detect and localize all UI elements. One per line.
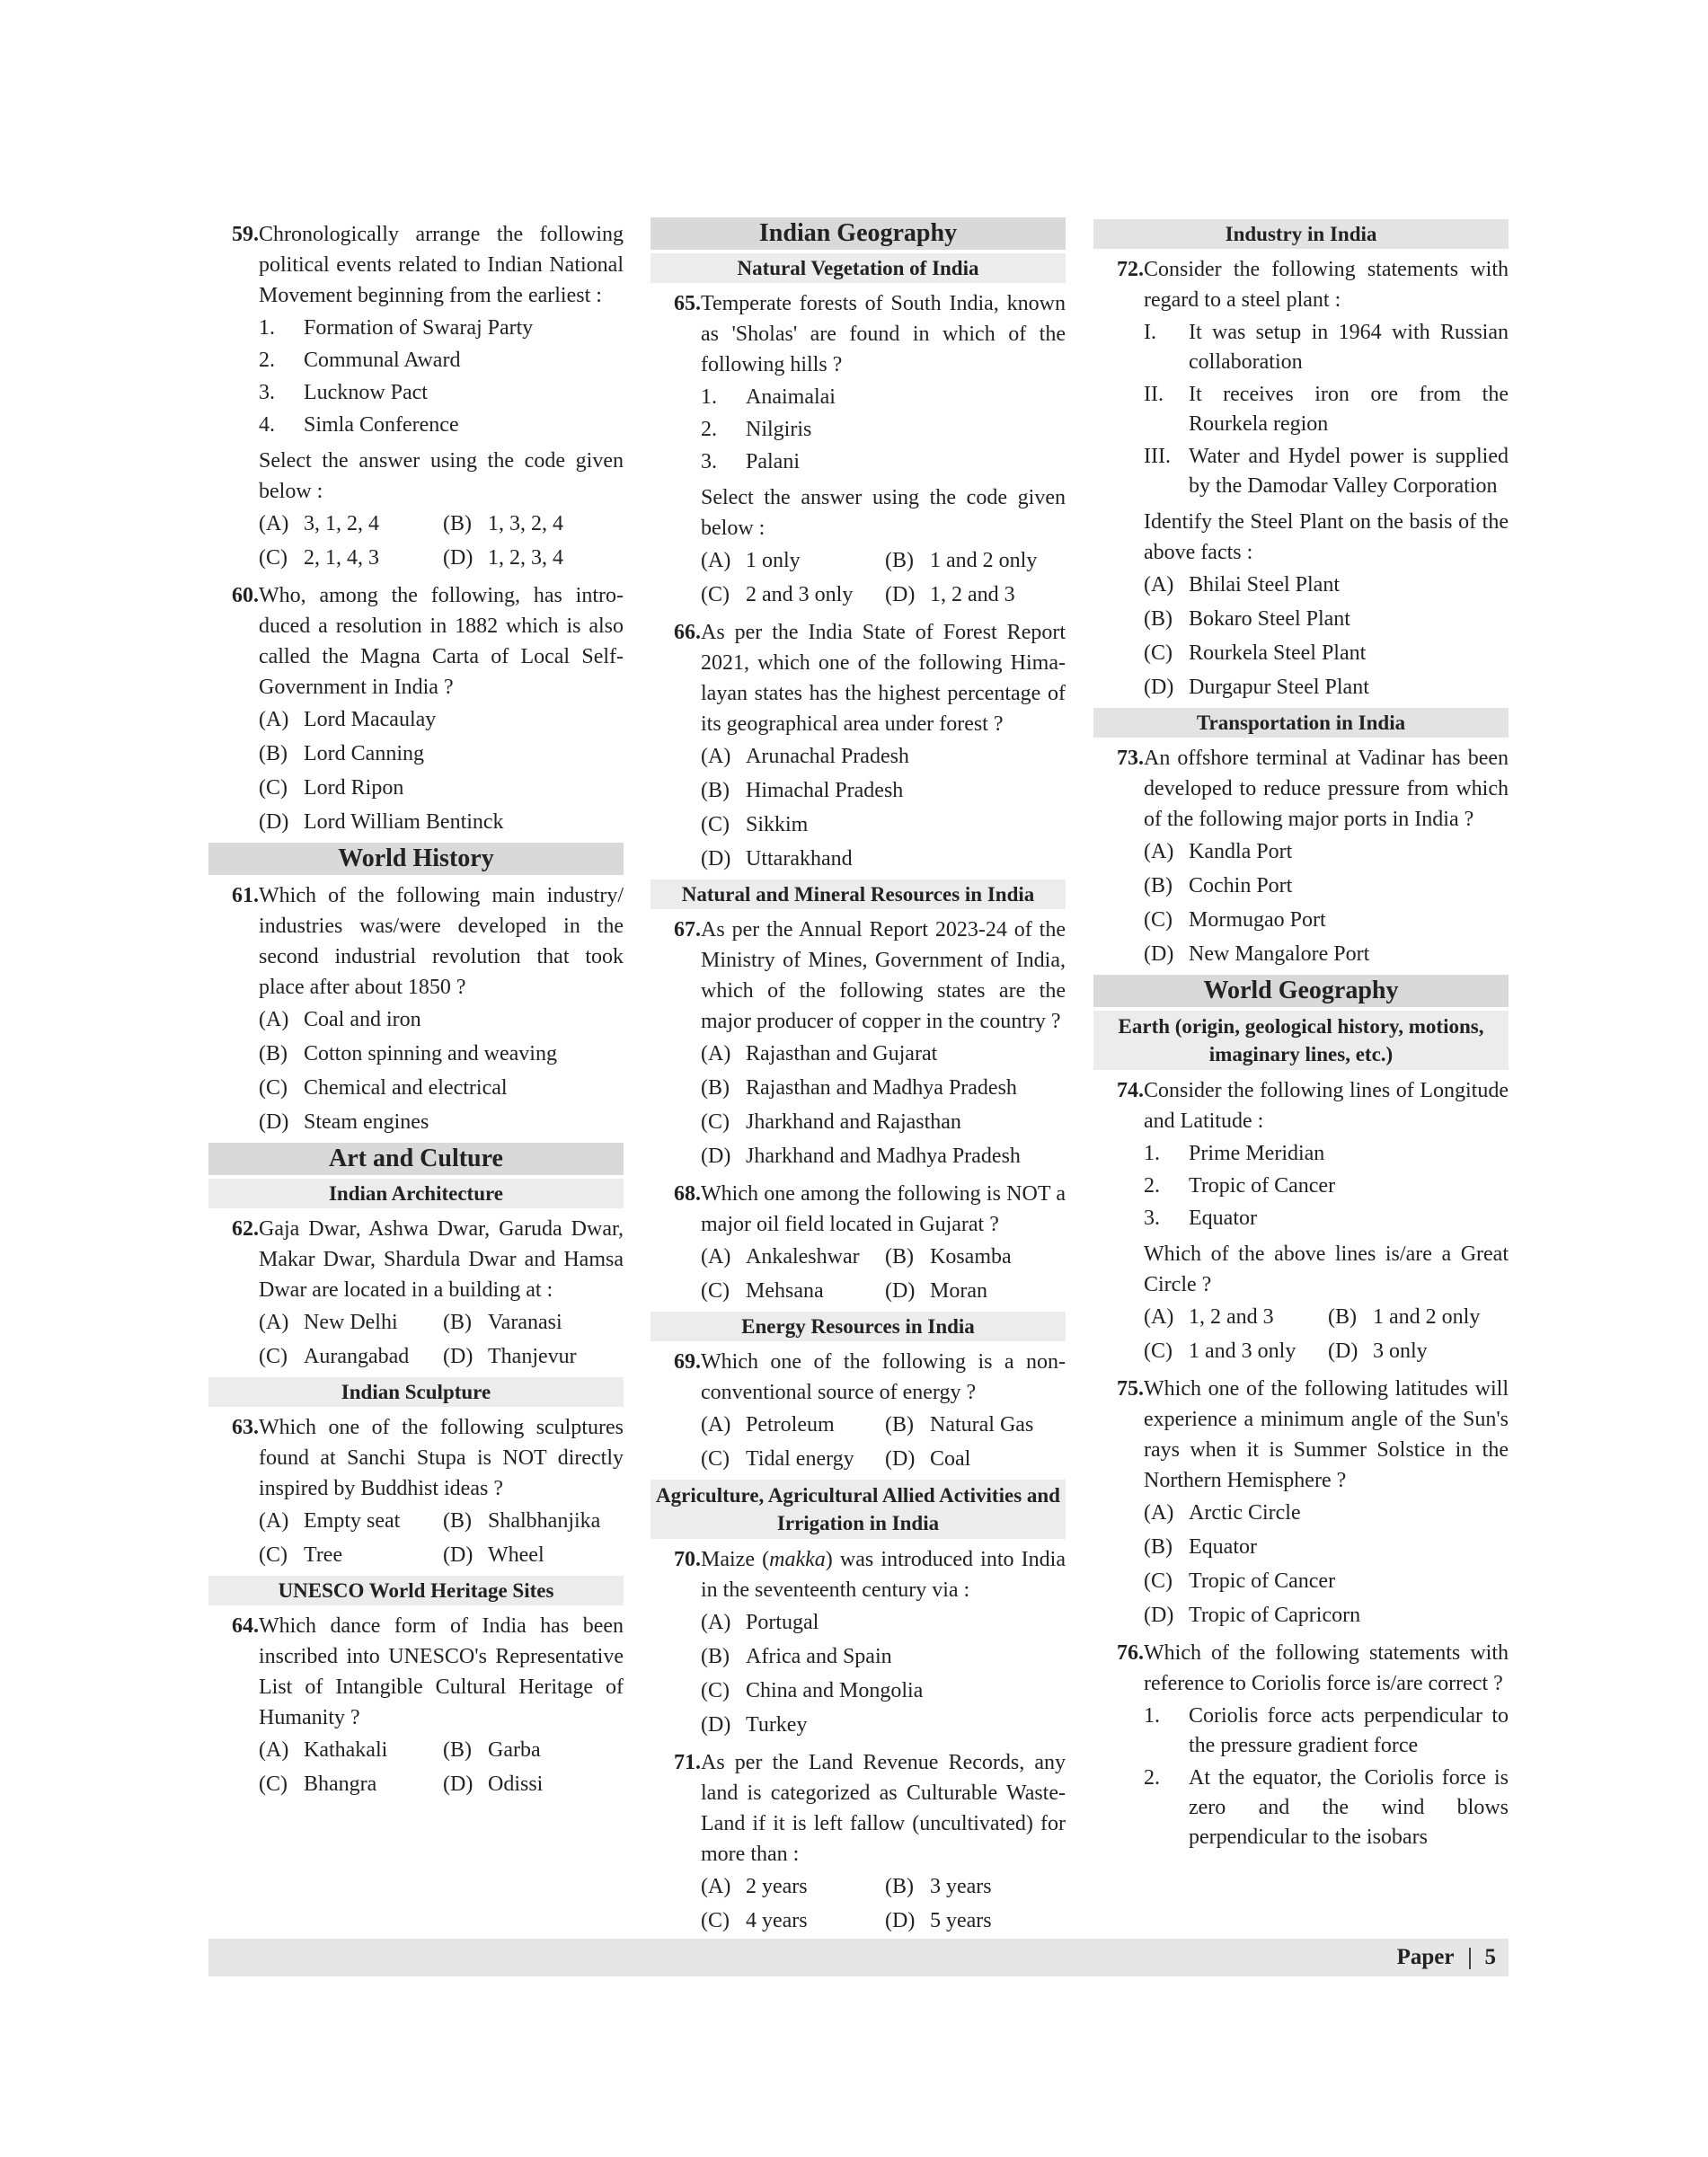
option-c: (C) 2, 1, 4, 3 <box>259 546 379 570</box>
option-b: (B) Bokaro Steel Plant <box>1144 607 1350 631</box>
option-c: (C) Tropic of Cancer <box>1144 1569 1336 1593</box>
option-d: (D) Thanjevur <box>443 1345 577 1368</box>
option-a: (A) 1, 2 and 3 <box>1144 1305 1274 1329</box>
question-number: 66. <box>674 621 701 644</box>
question-number: 72. <box>1117 258 1144 281</box>
option-a: (A) 3, 1, 2, 4 <box>259 512 379 535</box>
option-c: (C) Rourkela Steel Plant <box>1144 641 1367 665</box>
question-number: 68. <box>674 1182 701 1206</box>
column-left <box>208 214 624 1805</box>
question-70 <box>650 1544 1066 1742</box>
option-a: (A) Rajasthan and Gujarat <box>701 1042 938 1065</box>
option-b: (B) 1 and 2 only <box>1328 1305 1481 1329</box>
question-text: Consider the following statements with regard to a steel plant : <box>1144 258 1509 312</box>
question-instruction: Which of the above lines is/are a Great Circle ? <box>1144 1242 1509 1296</box>
question-text: Which one of the following is a non-conventional source of energy ? <box>701 1350 1066 1404</box>
list-item: 2. Communal Award <box>259 349 461 372</box>
question-62 <box>208 1214 624 1374</box>
option-d: (D) 5 years <box>885 1909 992 1932</box>
option-c: (C) Mehsana <box>701 1279 824 1303</box>
question-number: 65. <box>674 292 701 315</box>
option-d: (D) Jharkhand and Madhya Pradesh <box>701 1145 1021 1168</box>
option-a: (A) 1 only <box>701 549 801 572</box>
question-number: 63. <box>232 1416 259 1439</box>
option-d: (D) 1, 2 and 3 <box>885 583 1015 606</box>
option-a: (A) Petroleum <box>701 1413 835 1437</box>
question-number: 74. <box>1117 1079 1144 1102</box>
list-item: 4. Simla Conference <box>259 413 459 437</box>
option-b: (B) Kosamba <box>885 1245 1012 1269</box>
option-c: (C) China and Mongolia <box>701 1679 924 1702</box>
question-number: 62. <box>232 1217 259 1241</box>
option-d: (D) Steam engines <box>259 1110 429 1134</box>
question-number: 64. <box>232 1614 259 1638</box>
question-number: 60. <box>232 584 259 607</box>
option-d: (D) New Mangalore Port <box>1144 942 1370 966</box>
question-72 <box>1093 254 1509 704</box>
list-item: II. It receives iron ore from the Rourkela region <box>1144 383 1509 436</box>
question-instruction: Identify the Steel Plant on the basis of the above facts : <box>1144 510 1509 564</box>
subsection-header: Industry in India <box>1093 219 1509 249</box>
option-d: (D) Turkey <box>701 1713 808 1737</box>
option-c: (C) Jharkhand and Rajasthan <box>701 1110 961 1134</box>
question-65 <box>650 288 1066 612</box>
option-b: (B) 1, 3, 2, 4 <box>443 512 563 535</box>
question-number: 76. <box>1117 1641 1144 1665</box>
option-d: (D) Tropic of Capricorn <box>1144 1604 1361 1627</box>
option-c: (C) Aurangabad <box>259 1345 410 1368</box>
option-b: (B) Equator <box>1144 1535 1257 1559</box>
question-68 <box>650 1179 1066 1308</box>
question-66 <box>650 617 1066 876</box>
option-b: (B) Varanasi <box>443 1311 562 1334</box>
option-a: (A) Portugal <box>701 1611 819 1634</box>
option-d: (D) Wheel <box>443 1543 544 1567</box>
column-right <box>1093 214 1509 1856</box>
subsection-header: Agriculture, Agricultural Allied Activities and Irrigation in India <box>650 1480 1066 1539</box>
question-text: Temperate forests of South India, known as 'Sholas' are found in which of the following hills ? <box>701 292 1066 376</box>
option-a: (A) Kathakali <box>259 1738 388 1762</box>
option-c: (C) Bhangra <box>259 1772 377 1796</box>
option-a: (A) Arctic Circle <box>1144 1501 1301 1525</box>
option-c: (C) 1 and 3 only <box>1144 1339 1296 1363</box>
question-text: Which one of the following sculptures found at Sanchi Stupa is NOT directly inspired by Buddhist ideas ? <box>259 1416 624 1500</box>
list-item: 2. Tropic of Cancer <box>1144 1174 1336 1198</box>
option-b: (B) Africa and Spain <box>701 1645 892 1668</box>
question-67 <box>650 915 1066 1173</box>
section-header: Indian Geography <box>650 217 1066 250</box>
question-text: As per the Land Revenue Records, any land is categorized as Culturable Waste-Land if it is left fallow (uncultivated) for more than : <box>701 1751 1066 1866</box>
question-text: Which of the following main industry/ industries was/were developed in the second industrial revolution that took place after about 1850 ? <box>259 884 624 999</box>
option-c: (C) Tree <box>259 1543 343 1567</box>
subsection-header: Natural Vegetation of India <box>650 253 1066 283</box>
question-71 <box>650 1747 1066 1938</box>
subsection-header: Indian Architecture <box>208 1179 624 1208</box>
section-header: World Geography <box>1093 975 1509 1007</box>
option-d: (D) Lord William Bentinck <box>259 810 504 834</box>
subsection-header: UNESCO World Heritage Sites <box>208 1576 624 1605</box>
option-b: (B) Lord Canning <box>259 742 424 765</box>
option-a: (A) Lord Macaulay <box>259 708 437 731</box>
list-item: 1. Formation of Swaraj Party <box>259 316 534 340</box>
question-74 <box>1093 1075 1509 1368</box>
question-61 <box>208 880 624 1139</box>
question-text: Chronologically arrange the following political events related to Indian National Movement beginning from the earliest : <box>259 223 624 307</box>
option-b: (B) Shalbhanjika <box>443 1509 601 1533</box>
option-b: (B) Natural Gas <box>885 1413 1034 1437</box>
section-header: Art and Culture <box>208 1143 624 1175</box>
question-number: 73. <box>1117 747 1144 770</box>
list-item: 2. Nilgiris <box>701 418 812 441</box>
option-a: (A) Empty seat <box>259 1509 401 1533</box>
question-69 <box>650 1347 1066 1476</box>
list-item: I. It was setup in 1964 with Russian collaboration <box>1144 321 1509 374</box>
question-59 <box>208 219 624 575</box>
question-text: Which one among the following is NOT a major oil field located in Gujarat ? <box>701 1182 1066 1236</box>
option-d: (D) Durgapur Steel Plant <box>1144 676 1369 699</box>
option-a: (A) Bhilai Steel Plant <box>1144 573 1340 597</box>
subsection-header: Earth (origin, geological history, motions, imaginary lines, etc.) <box>1093 1011 1509 1070</box>
list-item: 3. Lucknow Pact <box>259 381 428 404</box>
question-60 <box>208 580 624 839</box>
option-a: (A) 2 years <box>701 1875 808 1898</box>
option-d: (D) 1, 2, 3, 4 <box>443 546 563 570</box>
option-b: (B) Garba <box>443 1738 541 1762</box>
question-text: Which of the following statements with reference to Coriolis force is/are correct ? <box>1144 1641 1509 1695</box>
question-text: Consider the following lines of Longitude and Latitude : <box>1144 1079 1509 1133</box>
option-c: (C) Lord Ripon <box>259 776 404 800</box>
option-d: (D) Odissi <box>443 1772 544 1796</box>
question-number: 67. <box>674 918 701 941</box>
question-text: Gaja Dwar, Ashwa Dwar, Garuda Dwar, Makar Dwar, Shardula Dwar and Hamsa Dwar are located in a building at : <box>259 1217 624 1302</box>
question-text: Which dance form of India has been inscribed into UNESCO's Representative List of Intangible Cultural Heritage of Humanity ? <box>259 1614 624 1729</box>
option-d: (D) Coal <box>885 1447 971 1471</box>
question-text: Which one of the following latitudes will experience a minimum angle of the Sun's rays when it is Summer Solstice in the Northern Hemisphere ? <box>1144 1377 1509 1492</box>
list-item: 2. At the equator, the Coriolis force is zero and the wind blows perpendicular to the isobars <box>1144 1766 1509 1849</box>
option-a: (A) Coal and iron <box>259 1008 421 1031</box>
list-item: 1. Coriolis force acts perpendicular to the pressure gradient force <box>1144 1704 1509 1757</box>
list-item: 3. Equator <box>1144 1207 1257 1230</box>
question-number: 70. <box>674 1548 701 1571</box>
option-a: (A) Arunachal Pradesh <box>701 745 909 768</box>
question-text: As per the Annual Report 2023-24 of the Ministry of Mines, Government of India, which of the following states are the major producer of copper in the country ? <box>701 918 1066 1033</box>
page-number: 5 <box>1484 1945 1496 1969</box>
subsection-header: Indian Sculpture <box>208 1377 624 1407</box>
option-b: (B) Rajasthan and Madhya Pradesh <box>701 1076 1017 1100</box>
list-item: 1. Prime Meridian <box>1144 1142 1325 1165</box>
option-c: (C) 4 years <box>701 1909 808 1932</box>
question-75 <box>1093 1374 1509 1632</box>
option-b: (B) Cochin Port <box>1144 874 1293 897</box>
question-text: Maize (makka) was introduced into India in the seventeenth century via : <box>701 1548 1066 1602</box>
question-text: An offshore terminal at Vadinar has been developed to reduce pressure from which of the following major ports in India ? <box>1144 747 1509 831</box>
section-header: World History <box>208 843 624 875</box>
question-text: Who, among the following, has intro-duced a resolution in 1882 which is also called the Magna Carta of Local Self-Government in India ? <box>259 584 624 699</box>
question-text: As per the India State of Forest Report 2021, which one of the following Hima-layan states has the highest percentage of its geographical area under forest ? <box>701 621 1066 736</box>
option-b: (B) Cotton spinning and weaving <box>259 1042 557 1065</box>
question-number: 59. <box>232 223 259 246</box>
option-c: (C) Sikkim <box>701 813 809 836</box>
question-76 <box>1093 1638 1509 1852</box>
question-number: 75. <box>1117 1377 1144 1401</box>
question-64 <box>208 1611 624 1801</box>
option-b: (B) 3 years <box>885 1875 992 1898</box>
question-number: 61. <box>232 884 259 907</box>
option-a: (A) Kandla Port <box>1144 840 1293 863</box>
column-middle <box>650 214 1066 1941</box>
footer-label: Paper <box>1396 1945 1455 1969</box>
option-c: (C) Mormugao Port <box>1144 908 1326 932</box>
option-d: (D) 3 only <box>1328 1339 1428 1363</box>
question-number: 69. <box>674 1350 701 1374</box>
question-number: 71. <box>674 1751 701 1774</box>
page-footer <box>208 1939 1509 1976</box>
question-73 <box>1093 743 1509 971</box>
question-instruction: Select the answer using the code given below : <box>701 486 1066 540</box>
subsection-header: Energy Resources in India <box>650 1312 1066 1341</box>
question-instruction: Select the answer using the code given below : <box>259 449 624 503</box>
option-c: (C) Tidal energy <box>701 1447 854 1471</box>
subsection-header: Natural and Mineral Resources in India <box>650 880 1066 909</box>
list-item: III. Water and Hydel power is supplied by the Damodar Valley Corporation <box>1144 445 1509 498</box>
option-b: (B) Himachal Pradesh <box>701 779 904 802</box>
option-b: (B) 1 and 2 only <box>885 549 1038 572</box>
subsection-header: Transportation in India <box>1093 708 1509 738</box>
option-d: (D) Moran <box>885 1279 987 1303</box>
list-item: 3. Palani <box>701 450 800 473</box>
option-a: (A) Ankaleshwar <box>701 1245 860 1269</box>
list-item: 1. Anaimalai <box>701 385 836 409</box>
footer-separator <box>1469 1948 1471 1969</box>
option-a: (A) New Delhi <box>259 1311 398 1334</box>
option-d: (D) Uttarakhand <box>701 847 853 871</box>
option-c: (C) 2 and 3 only <box>701 583 854 606</box>
question-63 <box>208 1412 624 1572</box>
option-c: (C) Chemical and electrical <box>259 1076 508 1100</box>
